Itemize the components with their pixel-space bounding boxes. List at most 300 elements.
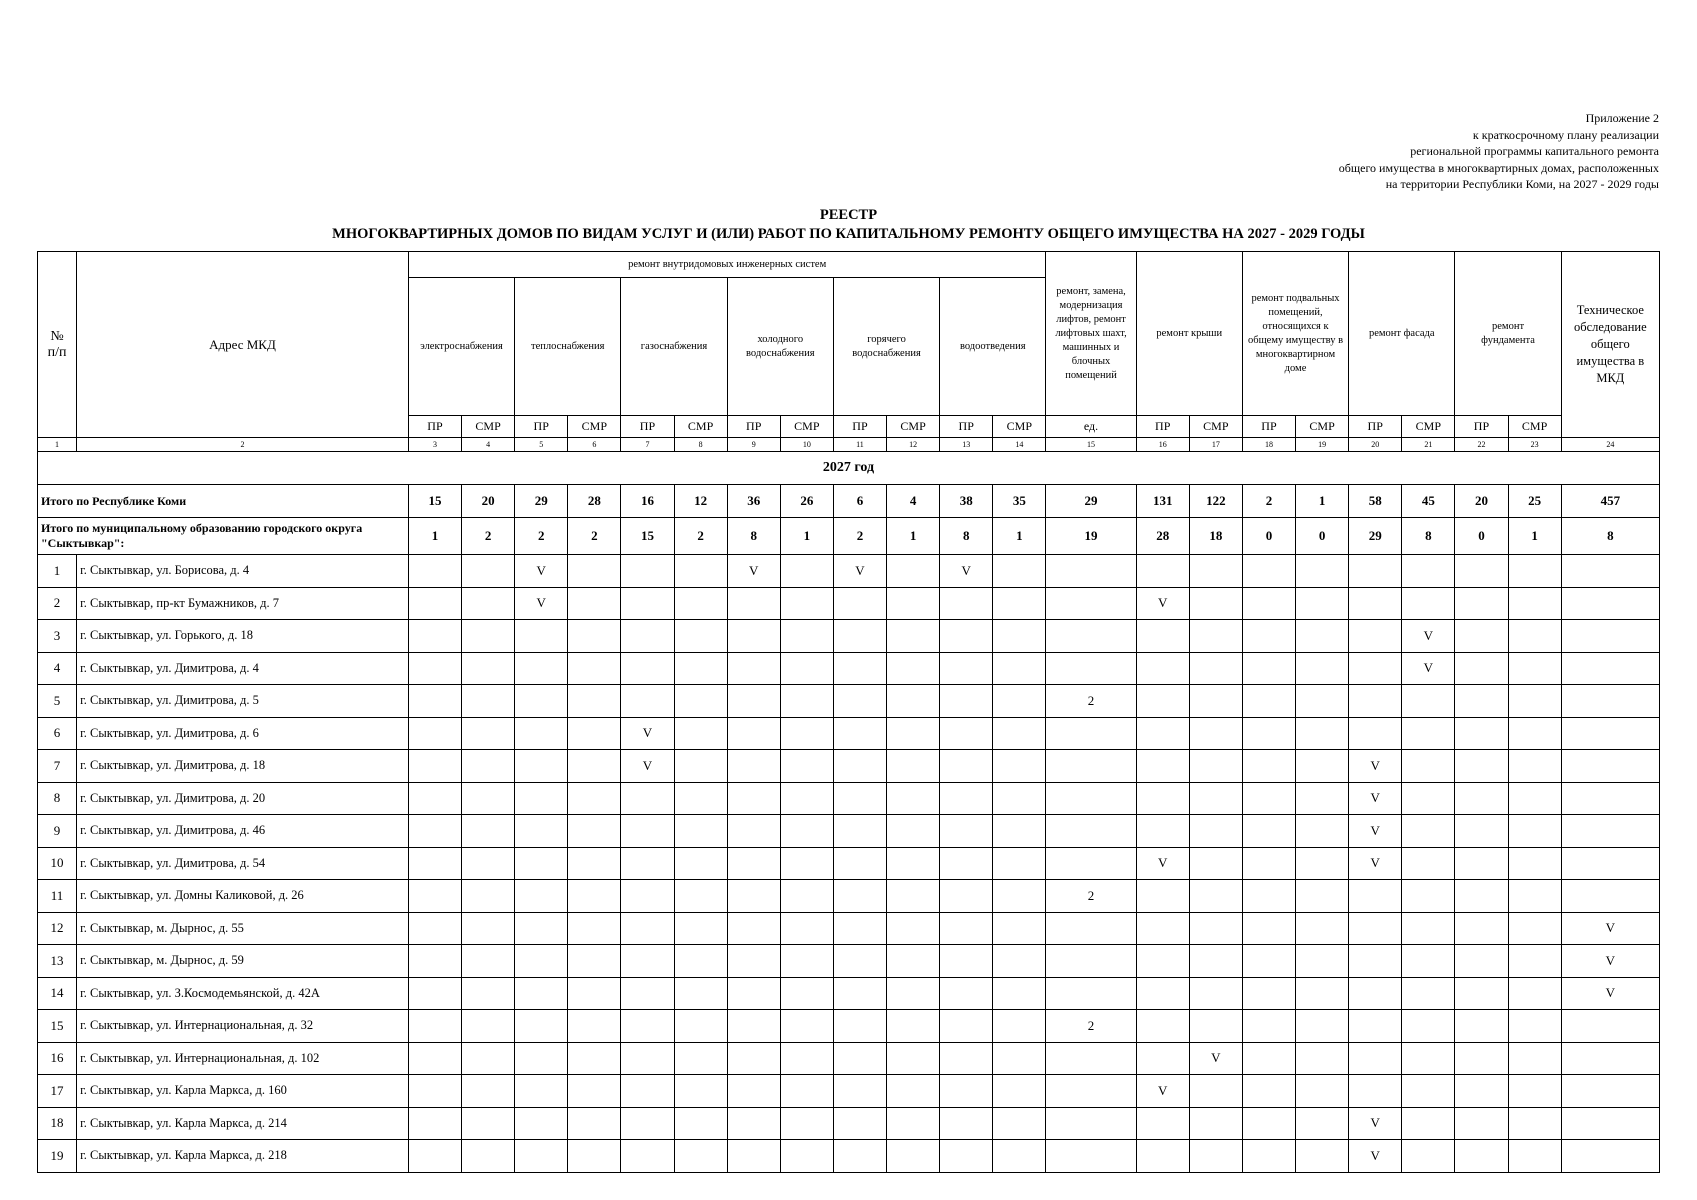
row-cell (408, 1140, 461, 1173)
column-number: 4 (462, 438, 515, 452)
row-cell (674, 1010, 727, 1043)
total-value: 2 (1242, 485, 1295, 518)
row-cell (780, 815, 833, 848)
column-number: 7 (621, 438, 674, 452)
row-cell (1046, 587, 1136, 620)
row-cell (993, 555, 1046, 588)
row-cell (621, 685, 674, 718)
table-row (38, 717, 1660, 750)
row-cell (1455, 1010, 1508, 1043)
row-cell (674, 555, 727, 588)
row-cell (1242, 1075, 1295, 1108)
row-cell (780, 1140, 833, 1173)
row-address: г. Сыктывкар, ул. Димитрова, д. 54 (77, 847, 409, 880)
total-value: 4 (887, 485, 940, 518)
row-cell (1136, 1010, 1189, 1043)
total-value: 1 (1296, 485, 1349, 518)
table-row (38, 912, 1660, 945)
row-cell: V (1561, 912, 1659, 945)
row-cell (1402, 587, 1455, 620)
total-value: 16 (621, 485, 674, 518)
column-number-row (38, 438, 1660, 452)
row-address: г. Сыктывкар, пр-кт Бумажников, д. 7 (77, 587, 409, 620)
row-cell (1136, 977, 1189, 1010)
column-number: 11 (833, 438, 886, 452)
row-cell: V (727, 555, 780, 588)
row-cell (1242, 782, 1295, 815)
row-cell (993, 847, 1046, 880)
row-cell (408, 815, 461, 848)
row-cell (1242, 1042, 1295, 1075)
row-number: 6 (38, 717, 77, 750)
row-cell (1455, 815, 1508, 848)
row-cell (833, 782, 886, 815)
row-number: 1 (38, 555, 77, 588)
header-foundation: ремонт фундамента (1455, 252, 1561, 416)
row-cell: V (940, 555, 993, 588)
row-cell (1242, 1107, 1295, 1140)
row-cell (940, 880, 993, 913)
appendix-line: Приложение 2 (1585, 111, 1659, 125)
row-cell (515, 815, 568, 848)
row-cell (1189, 685, 1242, 718)
row-cell (1508, 1140, 1561, 1173)
header-smr: СМР (780, 416, 833, 438)
header-pr: ПР (727, 416, 780, 438)
row-cell (1046, 555, 1136, 588)
total-value: 1 (408, 518, 461, 555)
row-cell (462, 620, 515, 653)
row-number: 9 (38, 815, 77, 848)
row-cell (780, 555, 833, 588)
row-cell (1561, 1042, 1659, 1075)
header-pr: ПР (408, 416, 461, 438)
row-cell (568, 587, 621, 620)
row-address: г. Сыктывкар, ул. Димитрова, д. 20 (77, 782, 409, 815)
row-address: г. Сыктывкар, ул. Горького, д. 18 (77, 620, 409, 653)
row-cell (1561, 620, 1659, 653)
row-cell (462, 945, 515, 978)
row-cell (621, 1075, 674, 1108)
row-cell (1561, 815, 1659, 848)
row-cell: V (1349, 815, 1402, 848)
row-cell (993, 880, 1046, 913)
row-cell (1561, 1010, 1659, 1043)
table-row (38, 652, 1660, 685)
total-value: 29 (1349, 518, 1402, 555)
row-cell: V (833, 555, 886, 588)
row-cell (1402, 880, 1455, 913)
row-cell (515, 652, 568, 685)
row-cell (780, 782, 833, 815)
row-cell (1455, 717, 1508, 750)
row-cell (727, 685, 780, 718)
row-cell (568, 880, 621, 913)
row-cell (727, 652, 780, 685)
table-row (38, 685, 1660, 718)
row-cell (727, 782, 780, 815)
row-cell (1402, 717, 1455, 750)
row-address: г. Сыктывкар, ул. Димитрова, д. 5 (77, 685, 409, 718)
total-label: Итого по Республике Коми (38, 485, 409, 518)
table-row (38, 620, 1660, 653)
column-number: 22 (1455, 438, 1508, 452)
row-cell (568, 1075, 621, 1108)
row-cell (780, 880, 833, 913)
row-cell (1136, 685, 1189, 718)
row-cell (462, 782, 515, 815)
header-num: № п/п (38, 252, 77, 438)
row-cell (515, 1107, 568, 1140)
row-cell (515, 1075, 568, 1108)
row-cell (408, 912, 461, 945)
row-cell (1402, 847, 1455, 880)
row-cell (1242, 555, 1295, 588)
row-cell (1296, 620, 1349, 653)
total-value: 1 (1508, 518, 1561, 555)
row-cell: V (1349, 782, 1402, 815)
row-cell (568, 782, 621, 815)
row-cell (940, 912, 993, 945)
table-row (38, 977, 1660, 1010)
column-number: 14 (993, 438, 1046, 452)
total-value: 8 (1402, 518, 1455, 555)
row-cell (515, 750, 568, 783)
row-cell (1561, 1140, 1659, 1173)
row-cell (408, 1075, 461, 1108)
row-cell (780, 1042, 833, 1075)
column-number: 20 (1349, 438, 1402, 452)
row-cell (1296, 912, 1349, 945)
row-cell (1349, 717, 1402, 750)
total-value: 25 (1508, 485, 1561, 518)
row-cell (1561, 1075, 1659, 1108)
row-cell (462, 1107, 515, 1140)
row-cell (1136, 1107, 1189, 1140)
total-value: 15 (621, 518, 674, 555)
appendix-line: на территории Республики Коми, на 2027 - 2029 годы (1385, 177, 1659, 191)
header-pr: ПР (1136, 416, 1189, 438)
row-cell (1189, 977, 1242, 1010)
row-cell (1242, 750, 1295, 783)
row-cell (940, 782, 993, 815)
row-cell (408, 750, 461, 783)
row-cell (780, 977, 833, 1010)
row-cell (408, 652, 461, 685)
row-cell (408, 880, 461, 913)
row-cell (1136, 1140, 1189, 1173)
row-cell (1296, 815, 1349, 848)
row-cell (1189, 1140, 1242, 1173)
row-cell (887, 587, 940, 620)
row-cell (674, 1107, 727, 1140)
row-cell (1189, 620, 1242, 653)
row-cell (515, 847, 568, 880)
row-cell (1508, 912, 1561, 945)
header-units: ед. (1046, 416, 1136, 438)
row-cell (727, 1075, 780, 1108)
header-smr: СМР (1508, 416, 1561, 438)
row-cell (1046, 717, 1136, 750)
row-cell (1242, 977, 1295, 1010)
table-row (38, 1042, 1660, 1075)
row-cell (1508, 717, 1561, 750)
row-cell (833, 912, 886, 945)
row-cell (780, 945, 833, 978)
appendix-line: региональной программы капитального ремонта (1410, 144, 1659, 158)
row-cell (1296, 685, 1349, 718)
row-cell (993, 685, 1046, 718)
table-row (38, 1140, 1660, 1173)
row-cell (1136, 652, 1189, 685)
column-number: 21 (1402, 438, 1455, 452)
row-cell (780, 685, 833, 718)
row-cell (408, 685, 461, 718)
row-cell (1296, 1010, 1349, 1043)
row-cell (1046, 977, 1136, 1010)
total-value: 131 (1136, 485, 1189, 518)
row-cell (993, 977, 1046, 1010)
row-cell: V (1561, 977, 1659, 1010)
header-gas: газоснабжения (621, 278, 727, 416)
row-cell (621, 1140, 674, 1173)
row-cell (780, 1010, 833, 1043)
row-cell (780, 1107, 833, 1140)
row-cell: V (1136, 847, 1189, 880)
registry-table (37, 251, 1660, 1173)
row-cell (1296, 1042, 1349, 1075)
row-address: г. Сыктывкар, ул. Карла Маркса, д. 218 (77, 1140, 409, 1173)
header-hot-water: горячего водоснабжения (833, 278, 939, 416)
row-cell (1296, 782, 1349, 815)
row-cell (993, 750, 1046, 783)
row-cell (833, 815, 886, 848)
total-value: 1 (887, 518, 940, 555)
row-cell: V (621, 750, 674, 783)
row-cell: V (515, 587, 568, 620)
row-cell (1455, 620, 1508, 653)
table-row (38, 750, 1660, 783)
total-value: 122 (1189, 485, 1242, 518)
row-cell (1508, 652, 1561, 685)
row-cell (1561, 847, 1659, 880)
row-cell (462, 587, 515, 620)
row-cell (727, 620, 780, 653)
row-cell (568, 620, 621, 653)
row-cell (993, 1042, 1046, 1075)
header-basement: ремонт подвальных помещений, относящихся к общему имуществу в многоквартирном доме (1242, 252, 1348, 416)
header-pr: ПР (1349, 416, 1402, 438)
row-cell (1455, 1140, 1508, 1173)
column-number: 9 (727, 438, 780, 452)
row-address: г. Сыктывкар, ул. Димитрова, д. 18 (77, 750, 409, 783)
row-number: 3 (38, 620, 77, 653)
column-number: 17 (1189, 438, 1242, 452)
row-cell (1455, 1042, 1508, 1075)
row-cell (1508, 620, 1561, 653)
total-value: 8 (1561, 518, 1659, 555)
row-cell (940, 750, 993, 783)
total-value: 2 (674, 518, 727, 555)
row-cell (833, 1042, 886, 1075)
row-cell (1561, 587, 1659, 620)
row-cell (940, 1010, 993, 1043)
row-cell (887, 620, 940, 653)
row-cell (1136, 945, 1189, 978)
row-cell (1189, 587, 1242, 620)
row-cell (408, 1010, 461, 1043)
row-cell (1508, 1107, 1561, 1140)
row-cell (1349, 652, 1402, 685)
row-cell (1508, 685, 1561, 718)
row-cell (674, 847, 727, 880)
row-cell (780, 620, 833, 653)
total-value: 45 (1402, 485, 1455, 518)
row-cell (1349, 1042, 1402, 1075)
row-cell (1136, 620, 1189, 653)
row-cell (1508, 815, 1561, 848)
row-cell (1296, 587, 1349, 620)
row-cell: V (1349, 750, 1402, 783)
row-cell (621, 815, 674, 848)
column-number: 13 (940, 438, 993, 452)
row-cell (993, 782, 1046, 815)
header-smr: СМР (674, 416, 727, 438)
row-cell (1046, 847, 1136, 880)
header-drainage: водоотведения (940, 278, 1046, 416)
row-cell (621, 652, 674, 685)
row-number: 13 (38, 945, 77, 978)
header-pr: ПР (940, 416, 993, 438)
row-cell (515, 717, 568, 750)
row-cell (1402, 1107, 1455, 1140)
total-value: 0 (1455, 518, 1508, 555)
row-cell (1402, 1075, 1455, 1108)
row-cell (887, 1010, 940, 1043)
total-value: 26 (780, 485, 833, 518)
row-cell (727, 717, 780, 750)
row-cell (621, 945, 674, 978)
row-cell (1046, 1107, 1136, 1140)
row-cell (727, 847, 780, 880)
row-cell (833, 847, 886, 880)
row-cell (940, 1042, 993, 1075)
row-cell (1455, 880, 1508, 913)
row-cell (727, 815, 780, 848)
total-value: 18 (1189, 518, 1242, 555)
row-cell (568, 1010, 621, 1043)
row-cell (887, 1042, 940, 1075)
row-cell (993, 1010, 1046, 1043)
header-smr: СМР (1296, 416, 1349, 438)
row-cell (1242, 685, 1295, 718)
row-cell (1508, 1010, 1561, 1043)
row-cell (780, 717, 833, 750)
total-value: 0 (1296, 518, 1349, 555)
row-cell: V (1189, 1042, 1242, 1075)
total-value: 28 (568, 485, 621, 518)
row-cell (1402, 685, 1455, 718)
table-row (38, 1010, 1660, 1043)
row-cell (1455, 847, 1508, 880)
appendix-line: общего имущества в многоквартирных домах, расположенных (1338, 160, 1659, 175)
row-cell (833, 880, 886, 913)
row-cell (727, 880, 780, 913)
row-cell: V (1402, 652, 1455, 685)
row-cell (621, 620, 674, 653)
row-cell (993, 815, 1046, 848)
total-value: 2 (462, 518, 515, 555)
row-cell (1508, 1042, 1561, 1075)
column-number: 15 (1046, 438, 1136, 452)
header-smr: СМР (887, 416, 940, 438)
table-row (38, 555, 1660, 588)
row-cell (1189, 555, 1242, 588)
row-number: 5 (38, 685, 77, 718)
row-cell (408, 717, 461, 750)
row-cell (1046, 815, 1136, 848)
header-smr: СМР (993, 416, 1046, 438)
row-cell (568, 652, 621, 685)
header-smr: СМР (1402, 416, 1455, 438)
row-cell (887, 977, 940, 1010)
row-cell (515, 977, 568, 1010)
row-cell (1046, 652, 1136, 685)
row-cell (993, 945, 1046, 978)
row-cell (568, 847, 621, 880)
row-number: 15 (38, 1010, 77, 1043)
row-cell (1189, 912, 1242, 945)
row-cell (887, 847, 940, 880)
row-cell (1508, 555, 1561, 588)
row-cell (727, 1140, 780, 1173)
document-subtitle: МНОГОКВАРТИРНЫХ ДОМОВ ПО ВИДАМ УСЛУГ И (ИЛИ) РАБОТ ПО КАПИТАЛЬНОМУ РЕМОНТУ ОБЩЕГО ИМУЩЕСТВА НА 2027 - 2029 ГОДЫ (332, 226, 1365, 242)
row-number: 11 (38, 880, 77, 913)
row-cell (1189, 815, 1242, 848)
row-cell (780, 652, 833, 685)
row-cell (1296, 880, 1349, 913)
column-number: 19 (1296, 438, 1349, 452)
total-value: 8 (940, 518, 993, 555)
row-cell (833, 1140, 886, 1173)
document-title: РЕЕСТР (819, 207, 878, 223)
row-cell (515, 782, 568, 815)
row-cell (1046, 1042, 1136, 1075)
row-cell: V (1349, 1107, 1402, 1140)
row-cell (727, 945, 780, 978)
column-number: 2 (77, 438, 409, 452)
row-cell (515, 912, 568, 945)
row-cell (940, 945, 993, 978)
column-number: 8 (674, 438, 727, 452)
header-smr: СМР (1189, 416, 1242, 438)
total-value: 2 (568, 518, 621, 555)
row-cell (408, 1042, 461, 1075)
row-cell (1561, 685, 1659, 718)
row-cell (674, 977, 727, 1010)
row-number: 19 (38, 1140, 77, 1173)
column-number: 6 (568, 438, 621, 452)
row-cell (462, 685, 515, 718)
row-address: г. Сыктывкар, ул. Карла Маркса, д. 214 (77, 1107, 409, 1140)
row-cell (1296, 1107, 1349, 1140)
total-value: 1 (993, 518, 1046, 555)
row-cell (993, 717, 1046, 750)
row-cell (1561, 750, 1659, 783)
header-elevators: ремонт, замена, модернизация лифтов, ремонт лифтовых шахт, машинных и блочных помещений (1046, 252, 1136, 416)
total-value: 12 (674, 485, 727, 518)
row-cell (833, 1010, 886, 1043)
